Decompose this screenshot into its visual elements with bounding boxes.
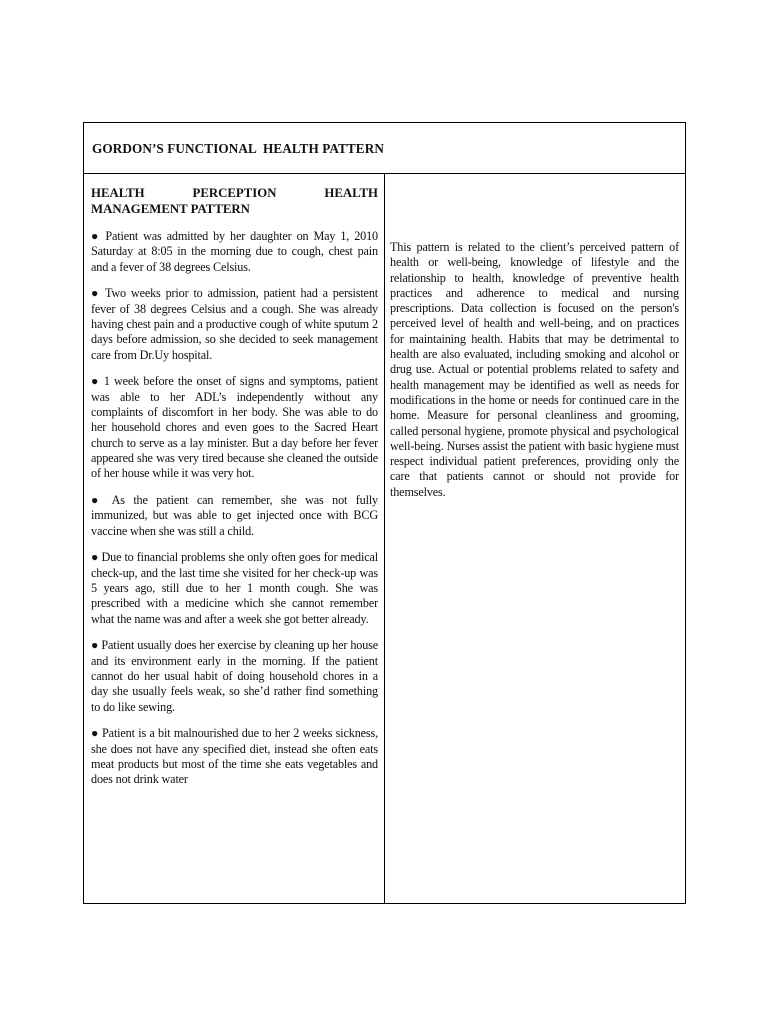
heading-word-perception: PERCEPTION <box>192 186 277 200</box>
document-title: GORDON’S FUNCTIONAL HEALTH PATTERN <box>92 141 384 156</box>
column-divider <box>384 174 385 903</box>
bullet-admission: ● Patient was admitted by her daughter on May 1, 2010 Saturday at 8:05 in the morning due to cough, chest pain and a fever of 38 degrees Celsius. <box>91 229 378 274</box>
bullet-exercise: ● Patient usually does her exercise by cleaning up her house and its environment early in the morning. If the patient cannot do her usual habit of doing household chores in a day she usually feels weak, so she’d rather find something to do like sewing. <box>91 638 378 714</box>
pattern-heading <box>91 185 378 217</box>
pattern-heading-line1 <box>91 185 378 201</box>
heading-word-health-2: HEALTH <box>324 186 378 200</box>
bullet-prior-admission: ● Two weeks prior to admission, patient had a persistent fever of 38 degrees Celsius and a cough. She was already having chest pain and a productive cough of white sputum 2 days before admission, so she decided to seek management care from Dr.Uy hospital. <box>91 286 378 362</box>
health-pattern-table <box>83 122 686 904</box>
bullet-before-onset: ● 1 week before the onset of signs and symptoms, patient was able to her ADL’s independently without any complaints of discomfort in her body. She was able to do her household chores and even goes to the Sacred Heart church to serve as a lay minister. But a day before her fever appeared she was very tired because she cleaned the outside of her house while it was very hot. <box>91 374 378 481</box>
patient-data-cell <box>91 185 378 903</box>
table-title-row <box>84 123 685 174</box>
pattern-description-cell: This pattern is related to the client’s perceived pattern of health or well-being, knowledge of lifestyle and the relationship to health, knowledge of preventive health practices and adherence to medical and nursing prescriptions. Data collection is focused on the person's perceived level of health and well-being, and on practices for maintaining health. Habits that may be detrimental to health are also evaluated, including smoking and alcohol or drug use. Actual or potential problems related to safety and health management may be identified as well as needs for modifications in the home or needs for continued care in the home. Measure for personal cleanliness and grooming, called personal hygiene, promote physical and psychological well-being. Nurses assist the patient with basic hygiene must respect individual patient preferences, providing only the care that patients cannot or should not provide for themselves. <box>390 240 679 499</box>
bullet-checkup: ● Due to financial problems she only often goes for medical check-up, and the last time she visited for her check-up was 5 years ago, still due to her 1 month cough. She was prescribed with a medicine which she cannot remember what the name was and after a week she got better already. <box>91 550 378 626</box>
bullet-immunization: ● As the patient can remember, she was not fully immunized, but was able to get injected once with BCG vaccine when she was still a child. <box>91 492 378 538</box>
pattern-heading-line2: MANAGEMENT PATTERN <box>91 202 250 216</box>
heading-word-health: HEALTH <box>91 186 145 200</box>
bullet-nutrition: ● Patient is a bit malnourished due to her 2 weeks sickness, she does not have any specified diet, instead she often eats meat products but most of the time she eats vegetables and does not drink water <box>91 726 378 787</box>
